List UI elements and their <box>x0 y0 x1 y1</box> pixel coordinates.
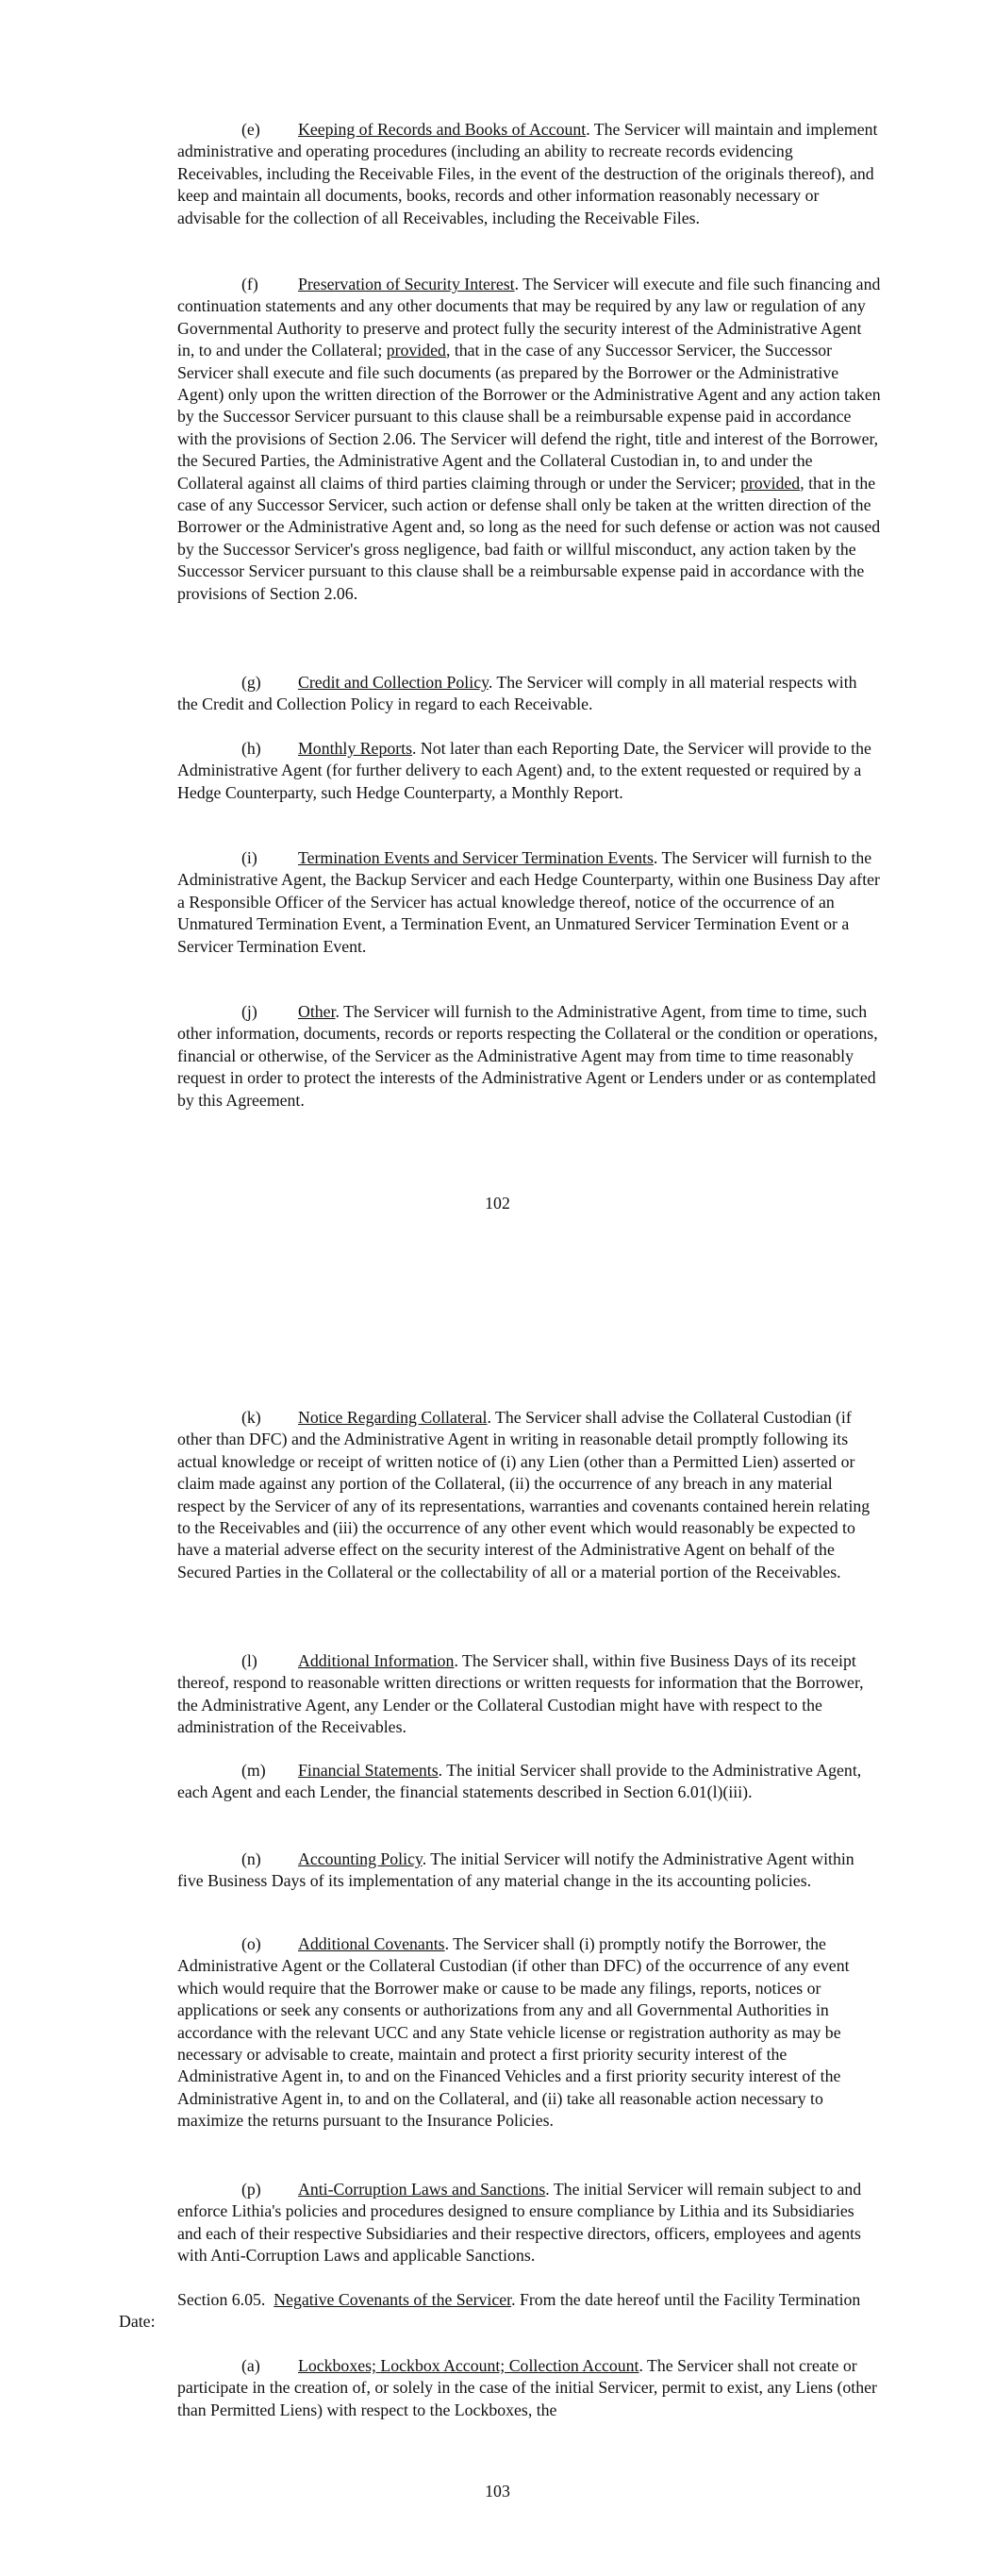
paragraph-heading: Additional Information <box>298 1651 455 1670</box>
paragraph-m <box>177 1760 881 1804</box>
paragraph-text: . The Servicer will execute and file such financing and continuation statements and any other documents that may be required by any law or regulation of any Governmental Authority to preserve and protect fully the security interest of the Administrative Agent in, to and under the Collateral; <box>177 275 881 360</box>
paragraph-text: . The Servicer shall, within five Business Days of its receipt thereof, respond to reasonable written directions or written requests for information that the Borrower, the Administrative Agent, any Lender or the Collateral Custodian might have with respect to the administration of the Receivables. <box>177 1651 864 1737</box>
paragraph-text: . The Servicer will maintain and implement administrative and operating procedures (including an ability to recreate records evidencing Receivables, including the Receivable Files, in the event of the destruction of the originals thereof), and keep and maintain all documents, books, records and other information reasonably necessary or advisable for the collection of all Receivables, including the Receivable Files. <box>177 120 878 227</box>
paragraph-text: . The Servicer shall (i) promptly notify the Borrower, the Administrative Agent or the Collateral Custodian (if other than DFC) of the occurrence of any event which would require that the Borrower make or cause to be made any filings, reports, notices or applications or seek any consents or authorizations from any and all Governmental Authorities in accordance with the relevant UCC and any State vehicle license or registration authority as may be necessary or advisable to create, maintain and protect a first priority security interest of the Administrative Agent in, to and on the Financed Vehicles and a first priority security interest of the Administrative Agent in, to and on the Collateral, and (ii) take all reasonable action necessary to maximize the returns pursuant to the Insurance Policies. <box>177 1934 850 2131</box>
paragraph-text: . The Servicer shall advise the Collateral Custodian (if other than DFC) and the Administrative Agent in writing in reasonable detail promptly following its actual knowledge or receipt of written notice of (i) any Lien (other than a Permitted Lien) asserted or claim made against any portion of the Collateral, (ii) the occurrence of any breach in any material respect by the Servicer of any of its representations, warranties and covenants contained herein relating to the Receivables and (iii) the occurrence of any other event which would reasonably be expected to have a material adverse effect on the security interest of the Administrative Agent on behalf of the Secured Parties in the Collateral or the collectability of all or a material portion of the Receivables. <box>177 1408 871 1581</box>
paragraph-text: , that in the case of any Successor Servicer, such action or defense shall only be taken at the written direction of the Borrower or the Administrative Agent and, so long as the need for such defense or action was not caused by the Successor Servicer's gross negligence, bad faith or willful misconduct, any action taken by the Successor Servicer pursuant to this clause shall be a reimbursable expense paid in accordance with the provisions of Section 2.06. <box>177 473 881 603</box>
paragraph-p <box>177 2179 881 2267</box>
provided-term: provided <box>739 473 801 493</box>
paragraph-number: (m) <box>241 1761 266 1780</box>
paragraph-text: . The initial Servicer will notify the Administrative Agent within five Business Days of its implementation of any material change in the its accounting policies. <box>177 1849 854 1891</box>
page-103 <box>0 1288 995 2576</box>
provided-term: provided <box>386 341 446 360</box>
page-number: 102 <box>485 1194 510 1213</box>
paragraph-j <box>177 1001 881 1112</box>
paragraph-text: . The Servicer shall not create or participate in the creation of, or solely in the case of the initial Servicer, permit to exist, any Liens (other than Permitted Liens) with respect to the Lockboxes, the <box>177 2356 877 2419</box>
paragraph-heading: Lockboxes; Lockbox Account; Collection Account <box>298 2356 639 2375</box>
paragraph-heading: Credit and Collection Policy <box>298 673 489 692</box>
paragraph-heading: Notice Regarding Collateral <box>298 1408 488 1427</box>
paragraph-heading: Accounting Policy <box>298 1849 423 1868</box>
paragraph-e <box>177 119 881 229</box>
paragraph-i <box>177 847 881 958</box>
paragraph-heading: Additional Covenants <box>298 1934 445 1953</box>
section-text: . From the date hereof until the Facility Termination Date: <box>119 2290 861 2332</box>
paragraph-text: . Not later than each Reporting Date, the Servicer will provide to the Administrative Agent (for further delivery to each Agent) and, to the extent requested or required by a Hedge Counterparty, such Hedge Counterparty, a Monthly Report. <box>177 739 871 802</box>
paragraph-number: (k) <box>241 1408 261 1427</box>
paragraph-number: (f) <box>241 275 258 293</box>
paragraph-number: (o) <box>241 1934 261 1953</box>
section-heading: Negative Covenants of the Servicer <box>274 2290 512 2309</box>
paragraph-number: (p) <box>241 2180 261 2199</box>
paragraph-a <box>177 2355 881 2421</box>
paragraph-number: (l) <box>241 1651 257 1670</box>
paragraph-g <box>177 672 881 716</box>
section-number: Section 6.05. <box>177 2290 266 2309</box>
paragraph-heading: Anti-Corruption Laws and Sanctions <box>298 2180 546 2199</box>
paragraph-number: (a) <box>241 2356 260 2375</box>
paragraph-h <box>177 738 881 804</box>
paragraph-text: . The initial Servicer shall provide to the Administrative Agent, each Agent and each Lender, the financial statements described in Section 6.01(l)(iii). <box>177 1761 862 1802</box>
paragraph-f <box>177 274 881 605</box>
paragraph-number: (j) <box>241 1002 257 1021</box>
paragraph-text: . The Servicer will comply in all material respects with the Credit and Collection Policy in regard to each Receivable. <box>177 673 857 714</box>
paragraph-text: , that in the case of any Successor Servicer, the Successor Servicer shall execute and file such documents (as prepared by the Borrower or the Administrative Agent) only upon the written direction of the Borrower or the Administrative Agent and any action taken by the Successor Servicer pursuant to this clause shall be a reimbursable expense paid in accordance with the provisions of Section 2.06. The Servicer will defend the right, title and interest of the Borrower, the Secured Parties, the Administrative Agent and the Collateral Custodian in, to and under the Collateral against all claims of third parties claiming through or under the Servicer; <box>177 341 881 493</box>
paragraph-text: . The initial Servicer will remain subject to and enforce Lithia's policies and procedures designed to ensure compliance by Lithia and its Subsidiaries and each of their respective Subsidiaries and their respective directors, officers, employees and agents with Anti-Corruption Laws and applicable Sanctions. <box>177 2180 862 2266</box>
paragraph-heading: Keeping of Records and Books of Account <box>298 120 587 139</box>
section-6-05 <box>119 2289 885 2333</box>
paragraph-k <box>177 1407 881 1583</box>
paragraph-heading: Financial Statements <box>298 1761 439 1780</box>
page-number: 103 <box>485 2482 510 2501</box>
paragraph-heading: Preservation of Security Interest <box>298 275 515 293</box>
paragraph-number: (h) <box>241 739 261 758</box>
paragraph-heading: Monthly Reports <box>298 739 413 758</box>
paragraph-number: (e) <box>241 120 260 139</box>
paragraph-number: (i) <box>241 848 257 867</box>
paragraph-number: (g) <box>241 673 261 692</box>
paragraph-heading: Other <box>298 1002 336 1021</box>
paragraph-o <box>177 1933 881 2133</box>
paragraph-l <box>177 1650 881 1739</box>
paragraph-n <box>177 1848 881 1893</box>
paragraph-number: (n) <box>241 1849 261 1868</box>
paragraph-heading: Termination Events and Servicer Termination Events <box>298 848 654 867</box>
paragraph-text: . The Servicer will furnish to the Administrative Agent, the Backup Servicer and each Hedge Counterparty, within one Business Day after a Responsible Officer of the Servicer has actual knowledge thereof, notice of the occurrence of an Unmatured Termination Event, a Termination Event, an Unmatured Servicer Termination Event or a Servicer Termination Event. <box>177 848 880 956</box>
paragraph-text: . The Servicer will furnish to the Administrative Agent, from time to time, such other information, documents, records or reports respecting the Collateral or the condition or operations, financial or otherwise, of the Servicer as the Administrative Agent may from time to time reasonably request in order to protect the interests of the Administrative Agent or Lenders under or as contemplated by this Agreement. <box>177 1002 878 1110</box>
